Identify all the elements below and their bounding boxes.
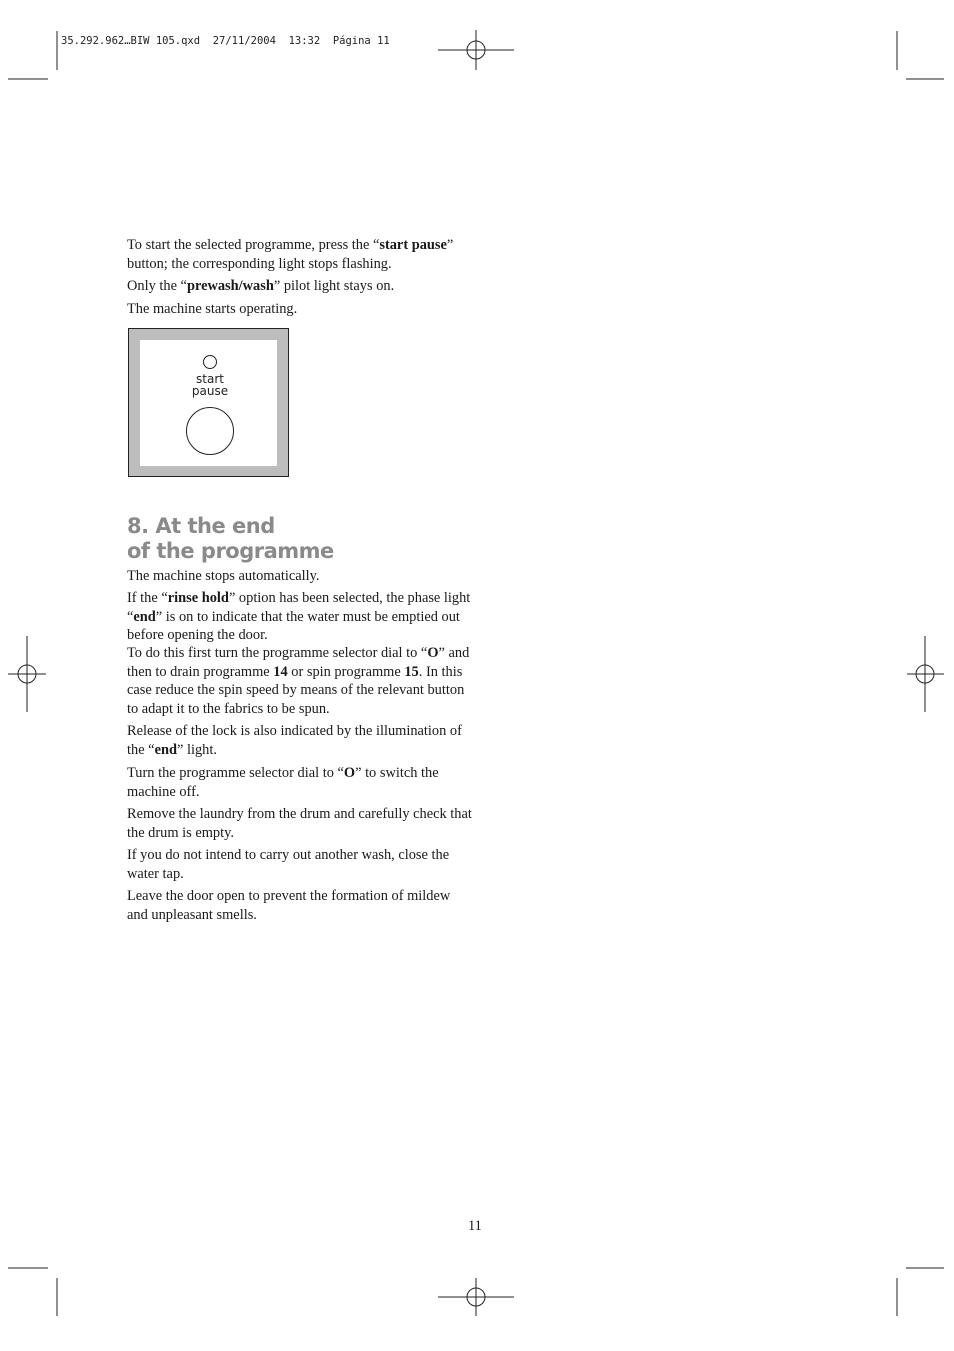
bold-term: O	[427, 645, 439, 661]
panel-label-pause: pause	[191, 384, 229, 398]
body-paragraph-7: If you do not intend to carry out another wash, close the water tap.	[127, 847, 450, 882]
body-paragraph-6: Remove the laundry from the drum and carefully check that the drum is empty.	[127, 806, 472, 841]
bold-term: 15	[404, 663, 419, 680]
body-paragraph-4: Release of the lock is also indicated by the illumination of the “end” light.	[127, 723, 462, 758]
indicator-light-icon	[204, 356, 217, 369]
body-paragraph-3: To do this first turn the programme selector dial to “O” and then to drain programme 14 or spin programme 15. In this case reduce the spin speed by means of the relevant button to adapt it to the fabrics to be spun.	[127, 645, 470, 717]
body-paragraph-2: If the “rinse hold” option has been selected, the phase light “end” is on to indicate that the water must be emptied out before opening the door.	[127, 590, 471, 643]
panel-label-start: start	[196, 372, 224, 386]
file-slug: 35.292.962…BIW 105.qxd 27/11/2004 13:32 Página 11	[61, 35, 390, 47]
body-paragraph-8: Leave the door open to prevent the formation of mildew and unpleasant smells.	[127, 888, 451, 923]
section-heading-line-1: 8. At the end	[127, 514, 275, 538]
start-pause-control-drawing	[140, 340, 277, 466]
intro-paragraph-2: Only the “prewash/wash” pilot light stays on.	[127, 278, 395, 294]
bold-term: prewash/wash	[186, 278, 274, 294]
body-paragraph-1: The machine stops automatically.	[127, 568, 320, 584]
section-heading	[127, 514, 334, 563]
bold-term: start pause	[379, 237, 447, 253]
body-paragraph-5: Turn the programme selector dial to “O” to switch the machine off.	[127, 765, 439, 800]
bold-term: rinse hold	[167, 590, 229, 606]
intro-paragraph-3: The machine starts operating.	[127, 301, 298, 317]
bold-term: end	[133, 608, 156, 625]
intro-paragraph-1: To start the selected programme, press the “start pause” button; the corresponding light stops flashing.	[127, 237, 454, 272]
section-heading-line-2: of the programme	[127, 538, 334, 563]
page-number: 11	[468, 1218, 482, 1234]
bold-term: 14	[273, 663, 288, 680]
start-pause-button-icon	[187, 408, 234, 455]
bold-term: end	[154, 741, 177, 758]
bold-term: O	[343, 765, 356, 781]
